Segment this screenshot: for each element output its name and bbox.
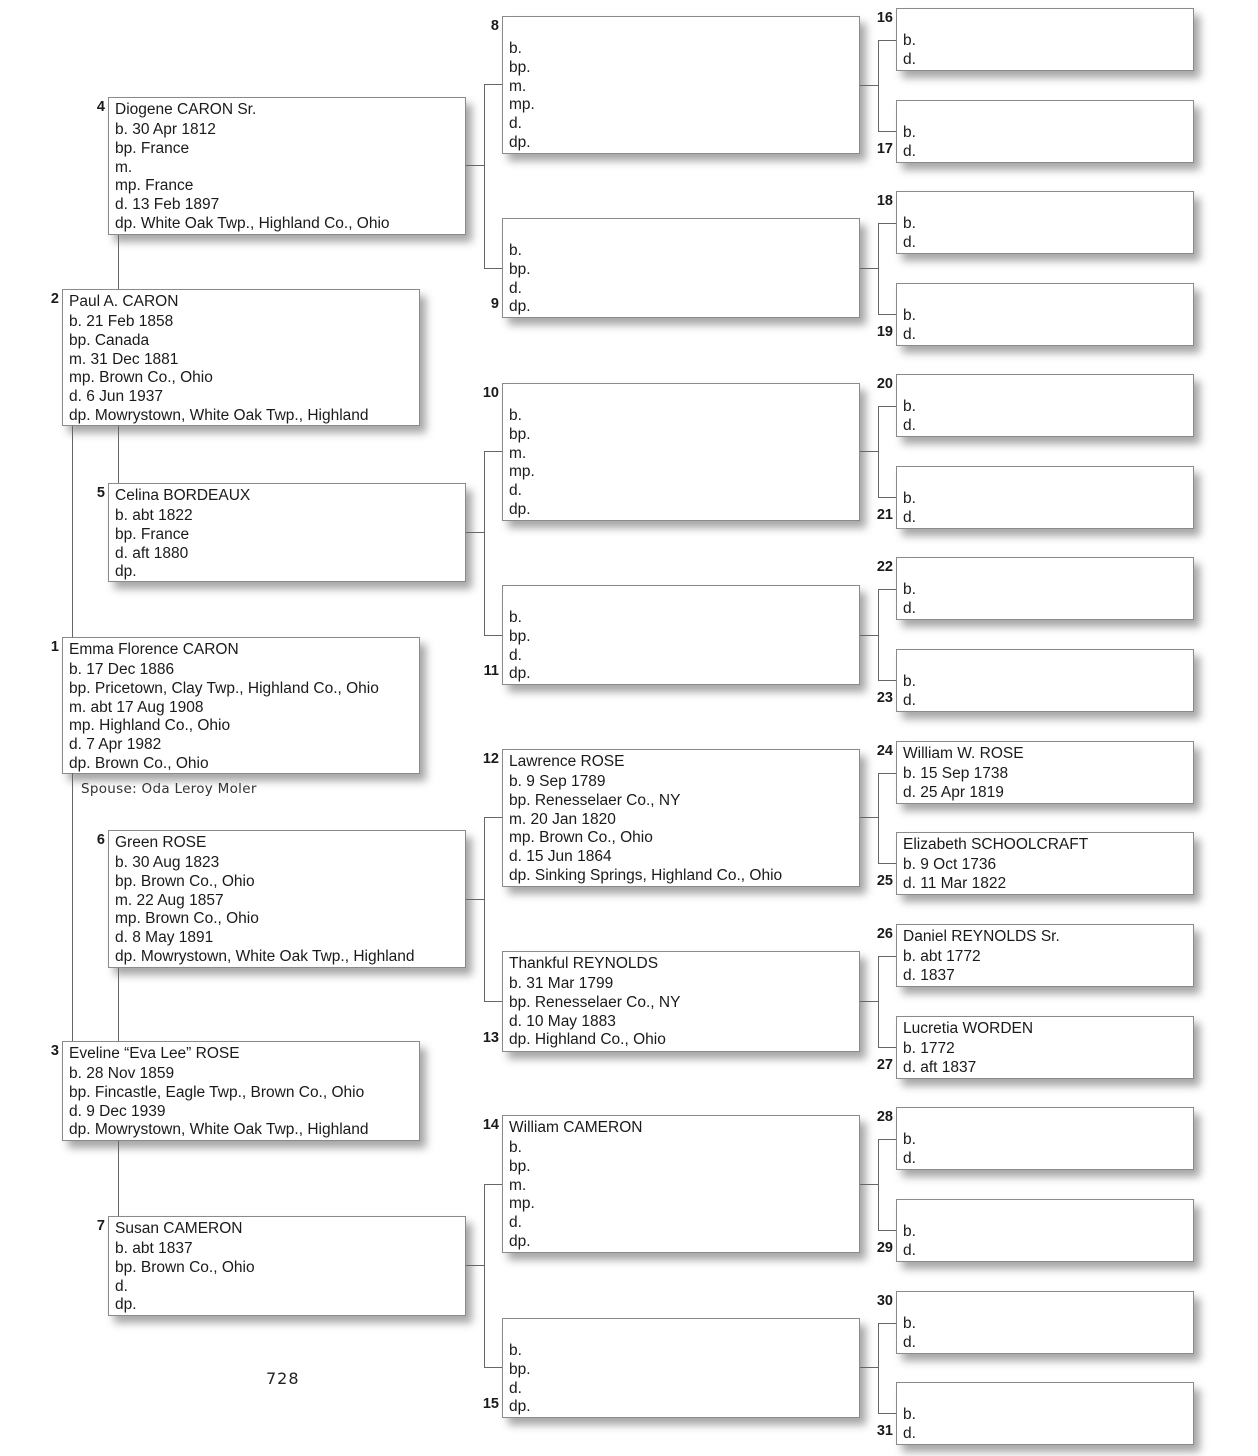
person-fact: d. 15 Jun 1864 — [509, 848, 612, 866]
person-fact: b. — [903, 32, 916, 49]
person-name — [903, 1385, 1193, 1405]
person-fact: d. — [509, 482, 522, 500]
person-fact: bp. — [509, 1157, 531, 1175]
person-fact: mp. — [509, 96, 535, 114]
person-fact: m. — [509, 444, 527, 462]
connector-line — [860, 1001, 878, 1002]
person-fact: b. 30 Apr 1812 — [115, 121, 216, 138]
person-fact: b. — [509, 40, 522, 57]
person-number: 5 — [96, 485, 105, 501]
connector-line — [878, 1323, 896, 1324]
person-box-31[interactable] — [896, 1382, 1194, 1445]
person-fact: d. 6 Jun 1937 — [69, 388, 163, 406]
person-box-25[interactable] — [896, 832, 1194, 895]
connector-line — [72, 426, 73, 637]
person-fact: m. 22 Aug 1857 — [115, 891, 224, 909]
person-fact: d. — [509, 1379, 522, 1397]
connector-line — [878, 680, 896, 681]
connector-line — [878, 1323, 879, 1414]
person-number: 8 — [490, 18, 499, 34]
person-name — [903, 1202, 1193, 1222]
person-fact: dp. Mowrystown, White Oak Twp., Highland — [69, 406, 369, 424]
person-fact: m. 20 Jan 1820 — [509, 810, 616, 828]
person-fact: m. — [509, 1176, 527, 1194]
connector-line — [860, 268, 878, 269]
person-number: 27 — [876, 1057, 893, 1073]
person-number: 3 — [50, 1043, 59, 1059]
connector-line — [878, 497, 896, 498]
person-box-1[interactable] — [62, 637, 420, 774]
connector-line — [878, 1139, 879, 1231]
person-fact: b. 28 Nov 1859 — [69, 1065, 175, 1082]
person-name: Eveline “Eva Lee” ROSE — [69, 1045, 240, 1062]
person-fact: d. — [903, 233, 916, 251]
person-name — [903, 1294, 1193, 1314]
person-box-2[interactable] — [62, 289, 420, 426]
person-fact: bp. France — [115, 525, 190, 543]
person-fact: m. 31 Dec 1881 — [69, 350, 179, 368]
person-fact: d. aft 1880 — [115, 544, 189, 562]
person-fact: dp. Brown Co., Ohio — [69, 754, 209, 772]
person-fact: d. — [903, 325, 916, 343]
person-name: Elizabeth SCHOOLCRAFT — [903, 836, 1089, 853]
person-name: Green ROSE — [115, 834, 207, 851]
person-fact: d. — [509, 646, 522, 664]
person-fact: dp. — [115, 563, 137, 581]
person-box-19[interactable] — [896, 283, 1194, 346]
person-fact: d. 13 Feb 1897 — [115, 196, 220, 214]
person-fact: bp. Brown Co., Ohio — [115, 1258, 255, 1276]
connector-line — [484, 451, 485, 636]
person-number: 17 — [876, 141, 893, 157]
person-name — [903, 103, 1193, 123]
connector-line — [878, 1139, 896, 1140]
person-name: William CAMERON — [509, 1119, 643, 1136]
connector-line — [484, 1184, 485, 1368]
person-fact: b. 1772 — [903, 1040, 955, 1057]
person-box-27[interactable] — [896, 1016, 1194, 1079]
connector-line — [484, 84, 485, 269]
person-fact: d. aft 1837 — [903, 1058, 977, 1076]
person-fact: d. — [903, 691, 916, 709]
person-fact: bp. Canada — [69, 331, 150, 349]
connector-line — [466, 899, 484, 900]
person-fact: b. 17 Dec 1886 — [69, 661, 175, 678]
connector-line — [484, 268, 502, 269]
person-number: 23 — [876, 690, 893, 706]
person-number: 18 — [876, 193, 893, 209]
person-fact: dp. Sinking Springs, Highland Co., Ohio — [509, 866, 783, 884]
connector-line — [484, 451, 502, 452]
connector-line — [484, 817, 485, 1002]
person-fact: b. — [903, 215, 916, 232]
person-number: 7 — [96, 1218, 105, 1234]
person-fact: b. — [903, 1315, 916, 1332]
person-fact: b. — [509, 242, 522, 259]
connector-line — [878, 1230, 896, 1231]
person-name: Celina BORDEAUX — [115, 487, 251, 504]
connector-line — [72, 773, 73, 1041]
person-fact: b. — [903, 398, 916, 415]
person-box-28[interactable] — [896, 1107, 1194, 1170]
connector-line — [878, 223, 879, 315]
person-name: Emma Florence CARON — [69, 641, 239, 658]
person-number: 14 — [482, 1117, 499, 1133]
person-fact: d. — [115, 1277, 128, 1295]
person-name: Lawrence ROSE — [509, 753, 625, 770]
person-fact: b. 30 Aug 1823 — [115, 854, 220, 871]
person-number: 15 — [482, 1396, 499, 1412]
person-fact: m. abt 17 Aug 1908 — [69, 698, 204, 716]
person-box-13[interactable] — [502, 951, 860, 1052]
person-box-24[interactable] — [896, 741, 1194, 804]
connector-line — [860, 635, 878, 636]
connector-line — [484, 1001, 502, 1002]
person-fact: d. 7 Apr 1982 — [69, 736, 162, 754]
connector-line — [860, 1367, 878, 1368]
person-fact: dp. Mowrystown, White Oak Twp., Highland — [69, 1121, 369, 1139]
person-fact: dp. Mowrystown, White Oak Twp., Highland — [115, 947, 415, 965]
connector-line — [466, 165, 484, 166]
person-number: 20 — [876, 376, 893, 392]
person-fact: dp. — [509, 133, 531, 151]
person-number: 12 — [482, 751, 499, 767]
connector-line — [878, 40, 879, 132]
person-fact: d. 9 Dec 1939 — [69, 1102, 166, 1120]
person-box-30[interactable] — [896, 1291, 1194, 1354]
connector-line — [118, 426, 119, 483]
person-fact: dp. — [509, 298, 531, 316]
person-name: Lucretia WORDEN — [903, 1020, 1034, 1037]
person-fact: d. 1837 — [903, 966, 955, 984]
person-number: 4 — [96, 99, 105, 115]
person-name — [509, 1321, 859, 1341]
person-fact: b. 9 Sep 1789 — [509, 773, 606, 790]
person-box-9[interactable] — [502, 218, 860, 318]
connector-line — [466, 1265, 484, 1266]
person-number: 1 — [50, 639, 59, 655]
person-fact: b. 9 Oct 1736 — [903, 856, 997, 873]
connector-line — [878, 314, 896, 315]
person-fact: d. 10 May 1883 — [509, 1012, 616, 1030]
person-name — [903, 286, 1193, 306]
connector-line — [484, 1367, 502, 1368]
connector-line — [860, 1184, 878, 1185]
person-fact: bp. Renesselaer Co., NY — [509, 791, 681, 809]
person-box-10[interactable] — [502, 383, 860, 521]
connector-line — [118, 968, 119, 1041]
person-box-14[interactable] — [502, 1115, 860, 1253]
person-name — [903, 652, 1193, 672]
person-box-11[interactable] — [502, 585, 860, 685]
person-box-29[interactable] — [896, 1199, 1194, 1262]
person-fact: d. 25 Apr 1819 — [903, 783, 1004, 801]
person-box-18[interactable] — [896, 191, 1194, 254]
person-fact: b. abt 1837 — [115, 1240, 193, 1257]
connector-line — [118, 1141, 119, 1216]
person-fact: b. — [903, 1131, 916, 1148]
person-box-20[interactable] — [896, 374, 1194, 437]
person-fact: mp. Brown Co., Ohio — [69, 369, 213, 387]
person-fact: b. — [509, 1342, 522, 1359]
person-fact: bp. — [509, 627, 531, 645]
person-number: 10 — [482, 385, 499, 401]
person-fact: d. — [509, 115, 522, 133]
connector-line — [878, 40, 896, 41]
person-name — [509, 221, 859, 241]
person-fact: b. — [903, 1223, 916, 1240]
person-fact: b. — [509, 609, 522, 626]
person-fact: mp. Brown Co., Ohio — [509, 829, 653, 847]
person-box-17[interactable] — [896, 100, 1194, 163]
person-name — [903, 194, 1193, 214]
person-name — [903, 377, 1193, 397]
person-fact: bp. — [509, 58, 531, 76]
person-box-5[interactable] — [108, 483, 466, 582]
person-fact: d. — [903, 142, 916, 160]
connector-line — [466, 532, 484, 533]
connector-line — [878, 773, 896, 774]
person-number: 19 — [876, 324, 893, 340]
person-fact: d. — [509, 279, 522, 297]
person-fact: bp. — [509, 260, 531, 278]
person-box-22[interactable] — [896, 557, 1194, 620]
person-fact: bp. Renesselaer Co., NY — [509, 993, 681, 1011]
person-name: Diogene CARON Sr. — [115, 101, 257, 118]
person-name — [903, 560, 1193, 580]
connector-line — [878, 863, 896, 864]
person-name — [903, 469, 1193, 489]
person-fact: b. — [509, 407, 522, 424]
person-fact: bp. France — [115, 139, 190, 157]
person-number: 22 — [876, 559, 893, 575]
person-fact: d. — [903, 1241, 916, 1259]
person-number: 6 — [96, 832, 105, 848]
person-fact: b. — [903, 124, 916, 141]
person-fact: bp. — [509, 425, 531, 443]
person-fact: m. — [509, 77, 527, 95]
person-fact: b. 21 Feb 1858 — [69, 313, 174, 330]
person-number: 24 — [876, 743, 893, 759]
person-number: 29 — [876, 1240, 893, 1256]
connector-line — [860, 817, 878, 818]
person-number: 16 — [876, 10, 893, 26]
person-fact: m. — [115, 158, 133, 176]
person-box-8[interactable] — [502, 16, 860, 154]
person-fact: bp. Fincastle, Eagle Twp., Brown Co., Ohio — [69, 1083, 365, 1101]
person-fact: d. — [903, 1424, 916, 1442]
person-number: 2 — [50, 291, 59, 307]
connector-line — [484, 817, 502, 818]
person-fact: bp. — [509, 1360, 531, 1378]
person-name: William W. ROSE — [903, 745, 1024, 762]
page-number: 728 — [266, 1369, 300, 1388]
connector-line — [878, 1047, 896, 1048]
person-fact: dp. White Oak Twp., Highland Co., Ohio — [115, 214, 390, 232]
person-fact: mp. Brown Co., Ohio — [115, 910, 259, 928]
person-fact: mp. — [509, 463, 535, 481]
connector-line — [878, 589, 879, 681]
person-fact: d. — [903, 416, 916, 434]
person-fact: bp. Brown Co., Ohio — [115, 872, 255, 890]
spouse-label: Spouse: Oda Leroy Moler — [81, 781, 257, 797]
person-number: 11 — [483, 663, 499, 679]
connector-line — [118, 235, 119, 289]
person-box-12[interactable] — [502, 749, 860, 887]
person-fact: dp. — [509, 1232, 531, 1250]
person-fact: mp. France — [115, 177, 194, 195]
person-box-21[interactable] — [896, 466, 1194, 529]
connector-line — [878, 773, 879, 864]
person-name — [509, 588, 859, 608]
person-box-7[interactable] — [108, 1216, 466, 1316]
person-number: 30 — [876, 1293, 893, 1309]
person-box-16[interactable] — [896, 8, 1194, 71]
person-fact: bp. Pricetown, Clay Twp., Highland Co., Ohio — [69, 679, 379, 697]
person-fact: d. 11 Mar 1822 — [903, 874, 1007, 892]
person-name: Susan CAMERON — [115, 1220, 243, 1237]
person-fact: mp. Highland Co., Ohio — [69, 717, 231, 735]
person-fact: dp. Highland Co., Ohio — [509, 1031, 666, 1049]
person-fact: b. — [903, 1406, 916, 1423]
person-box-6[interactable] — [108, 830, 466, 968]
person-fact: b. 31 Mar 1799 — [509, 975, 614, 992]
person-fact: dp. — [509, 1398, 531, 1416]
person-fact: dp. — [115, 1296, 137, 1314]
connector-line — [878, 1413, 896, 1414]
person-name: Thankful REYNOLDS — [509, 955, 659, 972]
person-number: 21 — [876, 507, 893, 523]
person-name: Paul A. CARON — [69, 293, 179, 310]
connector-line — [878, 589, 896, 590]
connector-line — [860, 85, 878, 86]
connector-line — [878, 223, 896, 224]
person-name — [903, 1110, 1193, 1130]
person-fact: d. — [903, 1333, 916, 1351]
connector-line — [878, 956, 879, 1048]
person-fact: dp. — [509, 500, 531, 518]
person-name — [509, 19, 859, 39]
person-box-3[interactable] — [62, 1041, 420, 1141]
person-fact: dp. — [509, 665, 531, 683]
person-fact: b. — [509, 1139, 522, 1156]
person-fact: b. — [903, 307, 916, 324]
connector-line — [860, 451, 878, 452]
person-fact: d. — [903, 599, 916, 617]
person-fact: d. — [903, 508, 916, 526]
person-fact: b. abt 1772 — [903, 948, 981, 965]
person-fact: b. 15 Sep 1738 — [903, 765, 1009, 782]
person-fact: b. abt 1822 — [115, 507, 193, 524]
person-number: 31 — [876, 1423, 893, 1439]
connector-line — [484, 635, 502, 636]
person-fact: d. 8 May 1891 — [115, 929, 214, 947]
person-name — [509, 386, 859, 406]
person-fact: d. — [903, 1149, 916, 1167]
person-box-26[interactable] — [896, 924, 1194, 987]
person-number: 13 — [482, 1030, 499, 1046]
person-box-23[interactable] — [896, 649, 1194, 712]
connector-line — [878, 131, 896, 132]
person-fact: d. — [903, 50, 916, 68]
person-fact: b. — [903, 581, 916, 598]
person-name: Daniel REYNOLDS Sr. — [903, 928, 1060, 945]
connector-line — [484, 84, 502, 85]
connector-line — [878, 406, 896, 407]
person-fact: b. — [903, 490, 916, 507]
person-fact: mp. — [509, 1195, 535, 1213]
person-number: 28 — [876, 1109, 893, 1125]
person-fact: b. — [903, 673, 916, 690]
person-box-4[interactable] — [108, 97, 466, 235]
person-box-15[interactable] — [502, 1318, 860, 1418]
connector-line — [484, 1184, 502, 1185]
connector-line — [878, 956, 896, 957]
person-fact: d. — [509, 1214, 522, 1232]
person-number: 9 — [490, 296, 499, 312]
person-number: 26 — [876, 926, 893, 942]
connector-line — [878, 406, 879, 498]
person-number: 25 — [876, 873, 893, 889]
person-name — [903, 11, 1193, 31]
